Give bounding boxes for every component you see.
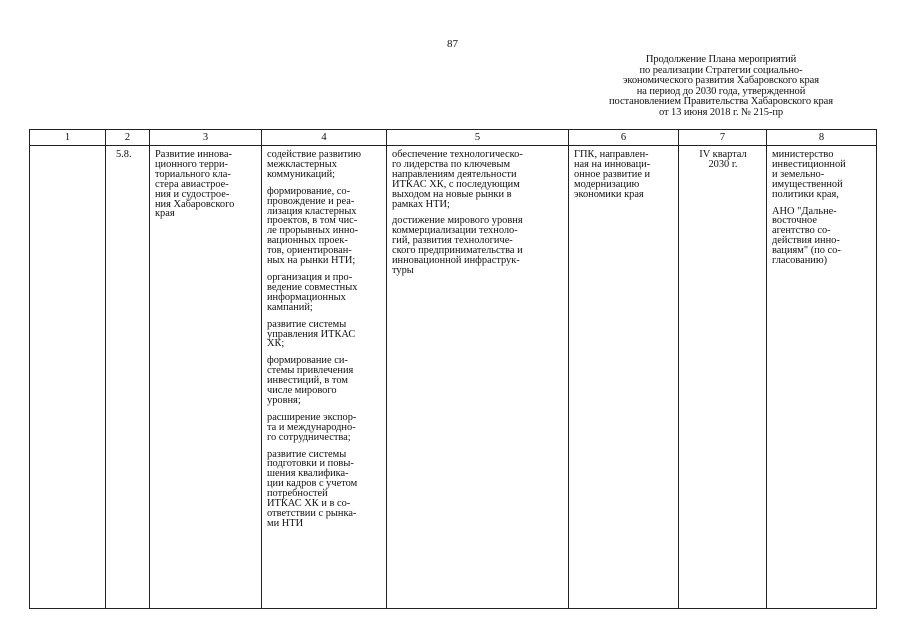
program-text: ГПК, направлен- ная на инноваци- онное развитие и модернизацию экономики края xyxy=(574,149,651,200)
column-header: 1 xyxy=(30,130,106,146)
cell-measure-name xyxy=(150,146,262,609)
column-header: 4 xyxy=(262,130,387,146)
responsible-item: министерство инвестиционной и земельно- имущественной политики края, xyxy=(772,149,846,200)
action-item: содействие развитию межкластерных коммуникаций; xyxy=(267,149,362,180)
cell-responsible xyxy=(767,146,877,609)
deadline-text: IV квартал 2030 г. xyxy=(699,149,747,170)
measure-name-text: Развитие иннова- ционного терри- ториального кла- стера авиастрое- ния и судострое- ния Хабаровского края xyxy=(155,149,235,220)
column-header: 6 xyxy=(569,130,679,146)
cell-actions xyxy=(262,146,387,609)
action-item: расширение экспор- та и международно- го сотрудничества; xyxy=(267,411,357,443)
action-item: развитие системы подготовки и повы- шения квалифика- ции кадров с учетом потребностей ИТКАС ХК и в со- ответствии с рынка- ми НТИ xyxy=(267,448,358,529)
cell-deadline xyxy=(679,146,767,609)
column-header: 3 xyxy=(150,130,262,146)
header-line: от 13 июня 2018 г. № 215-пр xyxy=(658,106,784,118)
cell-item-number: 5.8. xyxy=(106,146,150,609)
column-number-row xyxy=(30,130,877,146)
action-item: организация и про- ведение совместных информационных кампаний; xyxy=(267,271,358,313)
cell-program xyxy=(569,146,679,609)
action-item: формирование, со- провождение и реа- лизация кластерных проектов, в том чис- ле прорывных инно- вационных проек- тов, ориентирован- ных на рынки НТИ; xyxy=(267,185,359,267)
action-item: формирование си- стемы привлечения инвестиций, в том числе мирового уровня; xyxy=(267,355,354,406)
plan-table xyxy=(29,129,877,609)
header-line: по реализации Стратегии социально- xyxy=(639,64,803,76)
result-item: достижение мирового уровня коммерциализации техноло- гий, развития технологиче- ского предпринимательства и инновационной инфраструк- туры xyxy=(392,215,523,276)
header-line: Продолжение Плана мероприятий xyxy=(645,54,797,65)
column-header: 2 xyxy=(106,130,150,146)
column-header: 7 xyxy=(679,130,767,146)
action-item: развитие системы управления ИТКАС ХК; xyxy=(267,318,356,350)
column-header: 8 xyxy=(767,130,877,146)
result-item: обеспечение технологическо- го лидерства по ключевым направлениям деятельности ИТКАС ХК, с последующим выходом на новые рынки в рамках НТИ; xyxy=(392,149,523,210)
page-number: 87 xyxy=(447,38,458,50)
header-line: постановлением Правительства Хабаровского края xyxy=(609,96,833,108)
column-header: 5 xyxy=(387,130,569,146)
responsible-item: АНО "Дальне- восточное агентство со- действия инно- вациям" (по со- гласованию) xyxy=(772,205,841,267)
cell-empty xyxy=(30,146,106,609)
table-row xyxy=(30,146,877,609)
document-header xyxy=(571,55,871,119)
header-line: экономического развития Хабаровского края xyxy=(623,75,819,87)
cell-expected-results xyxy=(387,146,569,609)
header-line: на период до 2030 года, утвержденной xyxy=(636,85,806,97)
